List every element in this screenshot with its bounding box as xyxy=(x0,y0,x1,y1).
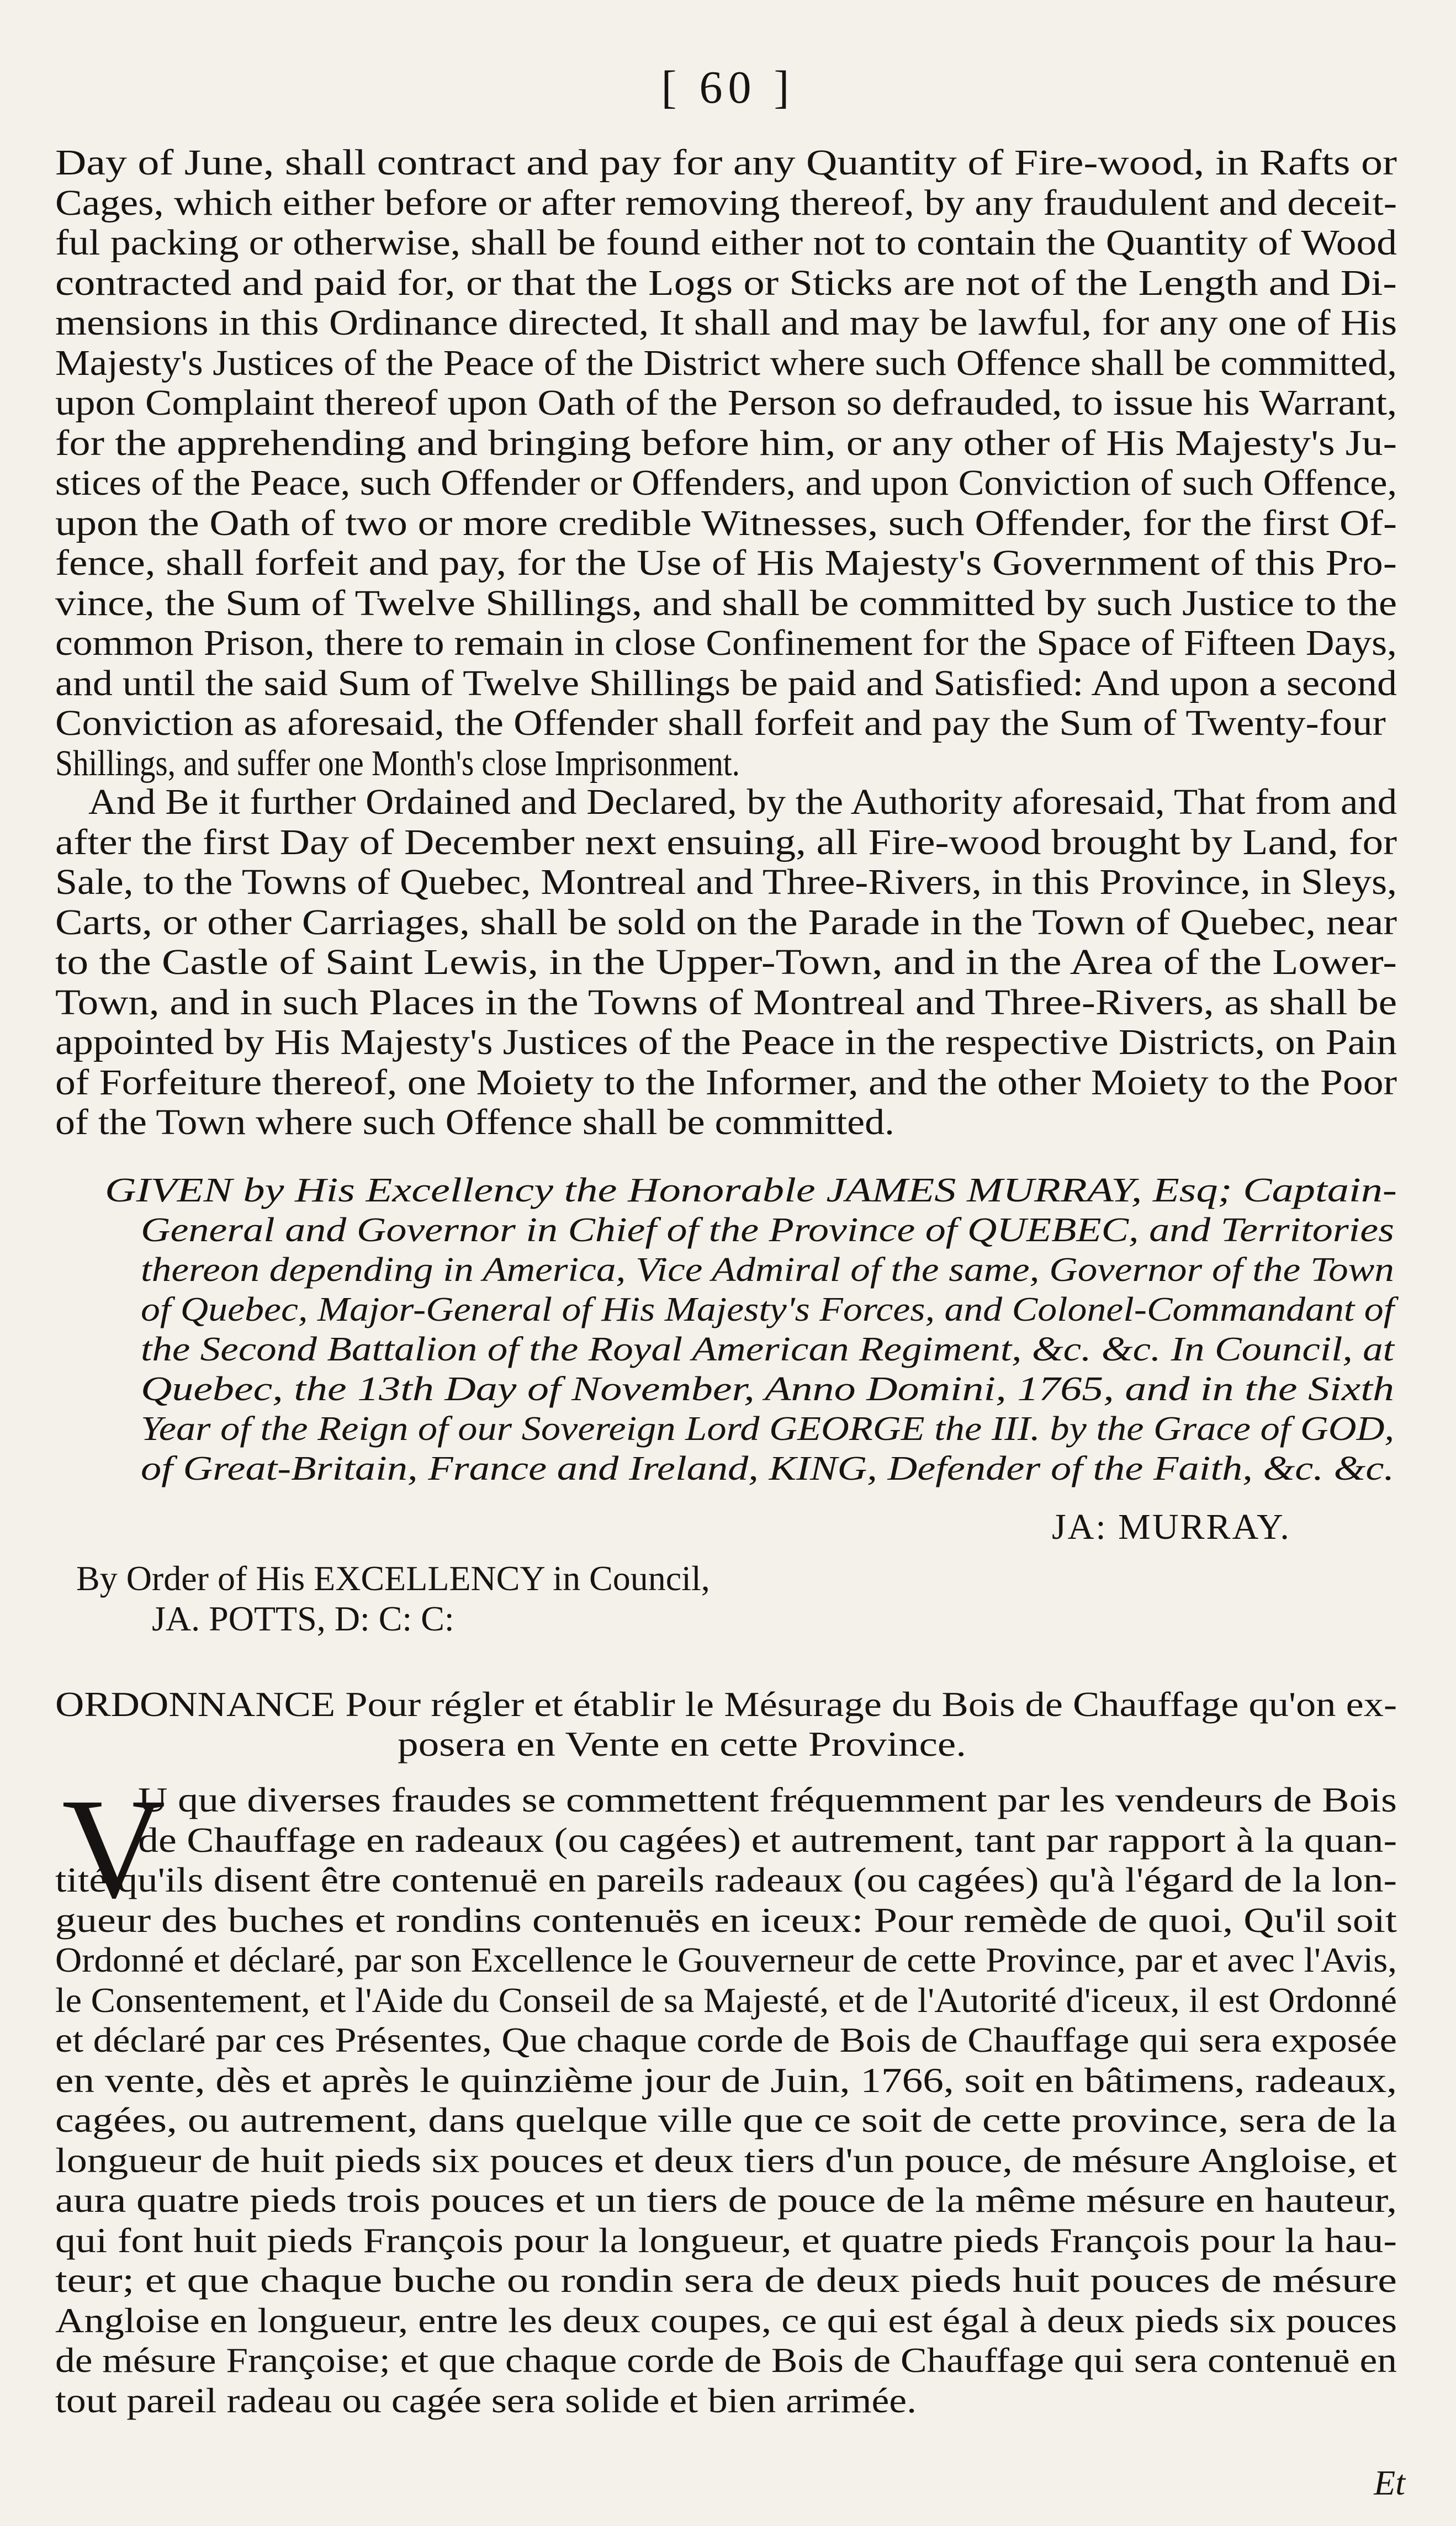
paragraph1-line: ful packing or otherwise, shall be found either not to contain the Quantity of Wood xyxy=(55,223,1397,263)
ordonnance-body-line: de Chauffage en radeaux (ou cagées) et autrement, tant par rapport à la quan- xyxy=(138,1820,1397,1860)
paragraph1-line: contracted and paid for, or that the Logs or Sticks are not of the Length and Di- xyxy=(55,262,1397,303)
ordonnance-body-line: teur; et que chaque buche ou rondin sera de deux pieds huit pouces de mésure xyxy=(55,2260,1397,2300)
given-line: the Second Battalion of the Royal American Regiment, &c. &c. In Council, at xyxy=(141,1331,1394,1368)
ordonnance-title-line: ORDONNANCE Pour régler et établir le Mésurage du Bois de Chauffage qu'on ex- xyxy=(55,1685,1397,1724)
paragraph2-line: Town, and in such Places in the Towns of Montreal and Three-Rivers, as shall be xyxy=(55,982,1397,1023)
ordonnance-body-line: U que diverses fraudes se commettent fréquemment par les vendeurs de Bois xyxy=(138,1780,1397,1819)
ordonnance-body-line: Angloise en longueur, entre les deux coupes, ce qui est égal à deux pieds six pouces xyxy=(55,2300,1397,2340)
catchword: Et xyxy=(1374,2463,1405,2502)
page-number: [ 60 ] xyxy=(661,62,795,113)
paragraph1-line: upon Complaint thereof upon Oath of the Person so defrauded, to issue his Warrant, xyxy=(55,383,1397,423)
paragraph2-line: Sale, to the Towns of Quebec, Montreal and Three-Rivers, in this Province, in Sleys, xyxy=(55,862,1397,902)
paragraph1-line: Shillings, and suffer one Month's close Imprisonment. xyxy=(55,743,740,783)
given-line: Year of the Reign of our Sovereign Lord GEORGE the III. by the Grace of GOD, xyxy=(141,1410,1395,1448)
paragraph1-line: vince, the Sum of Twelve Shillings, and shall be committed by such Justice to the xyxy=(55,582,1397,623)
paragraph1-line: Day of June, shall contract and pay for any Quantity of Fire-wood, in Rafts or xyxy=(55,142,1397,183)
paragraph2-line: of the Town where such Offence shall be committed. xyxy=(55,1102,895,1142)
ordonnance-body-line: tout pareil radeau ou cagée sera solide et bien arrimée. xyxy=(55,2380,917,2420)
paragraph2-line: Carts, or other Carriages, shall be sold on the Parade in the Town of Quebec, near xyxy=(55,902,1397,942)
ordonnance-body-line: en vente, dès et après le quinzième jour de Juin, 1766, soit en bâtimens, radeaux, xyxy=(55,2060,1397,2100)
paragraph1-line: and until the said Sum of Twelve Shillings be paid and Satisfied: And upon a second xyxy=(55,663,1397,703)
given-line: GIVEN by His Excellency the Honorable JAMES MURRAY, Esq; Captain- xyxy=(105,1172,1397,1209)
ordonnance-body-line: longueur de huit pieds six pouces et deux tiers d'un pouce, de mésure Angloise, et xyxy=(55,2140,1397,2180)
given-line: of Great-Britain, France and Ireland, KING, Defender of the Faith, &c. &c. xyxy=(141,1450,1395,1487)
given-line: thereon depending in America, Vice Admiral of the same, Governor of the Town xyxy=(141,1251,1394,1289)
ordonnance-body-line: gueur des buches et rondins contenuës en iceux: Pour remède de quoi, Qu'il soit xyxy=(55,1900,1397,1940)
signature: JA: MURRAY. xyxy=(1052,1507,1291,1547)
ordonnance-body-line: et déclaré par ces Présentes, Que chaque corde de Bois de Chauffage qui sera exposée xyxy=(55,2020,1397,2059)
given-line: Quebec, the 13th Day of November, Anno Domini, 1765, and in the Sixth xyxy=(141,1370,1395,1408)
given-line: of Quebec, Major-General of His Majesty's Forces, and Colonel-Commandant of xyxy=(141,1291,1395,1328)
drop-cap: V xyxy=(62,1769,166,1928)
order-line-1: By Order of His EXCELLENCY in Council, xyxy=(76,1559,710,1598)
ordonnance-body-line: qui font huit pieds François pour la longueur, et quatre pieds François pour la hau- xyxy=(55,2220,1397,2260)
paragraph1-line: Conviction as aforesaid, the Offender shall forfeit and pay the Sum of Twenty-four xyxy=(55,703,1386,743)
ordonnance-body-line: le Consentement, et l'Aide du Conseil de sa Majesté, et de l'Autorité d'iceux, il est Ordonné xyxy=(55,1980,1397,2020)
paragraph1-line: mensions in this Ordinance directed, It shall and may be lawful, for any one of His xyxy=(55,303,1397,343)
paragraph1-line: upon the Oath of two or more credible Witnesses, such Offender, for the first Of- xyxy=(55,502,1397,543)
paragraph1-line: common Prison, there to remain in close Confinement for the Space of Fifteen Days, xyxy=(55,623,1397,663)
ordonnance-body-line: de mésure Françoise; et que chaque corde de Bois de Chauffage qui sera contenuë en xyxy=(55,2340,1397,2380)
order-line-2: JA. POTTS, D: C: C: xyxy=(152,1599,454,1638)
ordonnance-body-line: tité qu'ils disent être contenuë en pareils radeaux (ou cagées) qu'à l'égard de la lon- xyxy=(55,1860,1397,1899)
paragraph1-line: stices of the Peace, such Offender or Offenders, and upon Conviction of such Offence, xyxy=(55,463,1397,503)
ordonnance-body-line: aura quatre pieds trois pouces et un tiers de pouce de la même mésure en hauteur, xyxy=(55,2180,1397,2220)
paragraph1-line: Majesty's Justices of the Peace of the District where such Offence shall be committed, xyxy=(55,342,1397,383)
paragraph1-line: fence, shall forfeit and pay, for the Use of His Majesty's Government of this Pro- xyxy=(55,543,1397,583)
paragraph1-line: for the apprehending and bringing before him, or any other of His Majesty's Ju- xyxy=(55,422,1397,463)
paragraph2-line: appointed by His Majesty's Justices of the Peace in the respective Districts, on Pain xyxy=(55,1022,1397,1062)
paragraph2-line: And Be it further Ordained and Declared, by the Authority aforesaid, That from and xyxy=(88,782,1397,822)
given-line: General and Governor in Chief of the Province of QUEBEC, and Territories xyxy=(141,1211,1394,1249)
paragraph2-line: of Forfeiture thereof, one Moiety to the Informer, and the other Moiety to the Poor xyxy=(55,1062,1397,1103)
ordonnance-title-line: posera en Vente en cette Province. xyxy=(398,1724,967,1764)
paragraph2-line: after the first Day of December next ensuing, all Fire-wood brought by Land, for xyxy=(55,822,1397,862)
ordonnance-body-line: Ordonné et déclaré, par son Excellence le Gouverneur de cette Province, par et avec l'Avis, xyxy=(55,1940,1397,1979)
paragraph2-line: to the Castle of Saint Lewis, in the Upper-Town, and in the Area of the Lower- xyxy=(55,942,1397,982)
paragraph1-line: Cages, which either before or after removing thereof, by any fraudulent and deceit- xyxy=(55,182,1397,223)
ordonnance-body-line: cagées, ou autrement, dans quelque ville que ce soit de cette province, sera de la xyxy=(55,2100,1397,2140)
